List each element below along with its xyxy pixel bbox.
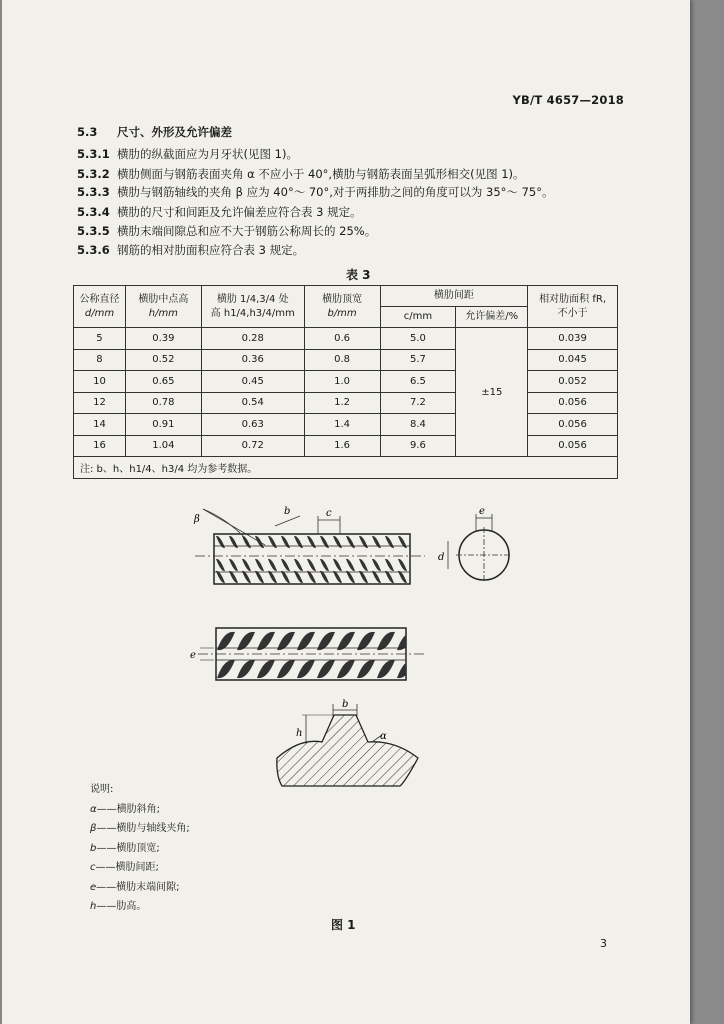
table-row: 8 0.52 0.36 0.8 5.7 0.045 xyxy=(74,349,618,371)
rebar-side-view xyxy=(193,506,425,584)
legend-item: h——肋高。 xyxy=(90,901,147,912)
standard-id: YB/T 4657—2018 xyxy=(512,93,624,107)
table-row: 16 1.04 0.72 1.6 9.6 0.056 xyxy=(74,435,618,457)
d-label: d xyxy=(438,552,445,563)
legend-item: b——横肋顶宽; xyxy=(90,842,160,854)
tolerance-cell: ±15 xyxy=(456,328,528,457)
legend-item: e——横肋末端间隙; xyxy=(90,881,180,893)
table-note: 注: b、h、h1/4、h3/4 均为参考数据。 xyxy=(74,457,618,479)
legend-item: α——横肋斜角; xyxy=(90,803,160,815)
table-row: 14 0.91 0.63 1.4 8.4 0.056 xyxy=(74,414,618,436)
e-label: e xyxy=(479,506,485,517)
header-h: 横肋中点高 h/mm xyxy=(125,286,201,328)
page-number: 3 xyxy=(600,937,607,950)
e-label-top: e xyxy=(190,650,196,661)
section-5-3-1: 5.3.1 横肋的纵截面应为月牙状(见图 1)。 xyxy=(77,147,298,161)
rebar-top-view xyxy=(190,628,425,680)
b-label-profile: b xyxy=(342,699,349,710)
section-5-3-5: 5.3.5 横肋末端间隙总和应不大于钢筋公称周长的 25%。 xyxy=(77,224,377,238)
header-diameter: 公称直径 d/mm xyxy=(74,286,126,328)
alpha-label: α xyxy=(380,731,387,742)
legend-heading: 说明: xyxy=(90,784,114,795)
section-5-3-6: 5.3.6 钢筋的相对肋面积应符合表 3 规定。 xyxy=(77,243,305,257)
rebar-cross-section xyxy=(438,506,512,583)
header-h14: 横肋 1/4,3/4 处 高 h1/4,h3/4/mm xyxy=(201,286,304,328)
section-5-3-3: 5.3.3 横肋与钢筋轴线的夹角 β 应为 40°～ 70°,对于两排肋之间的角度可以为 35°～ 75°。 xyxy=(77,185,554,199)
b-label: b xyxy=(284,506,291,517)
table-row: 5 0.39 0.28 0.6 5.0 ±15 0.039 xyxy=(74,328,618,350)
header-tolerance: 允许偏差/% xyxy=(456,307,528,328)
figure-legend xyxy=(90,780,190,917)
table-row: 10 0.65 0.45 1.0 6.5 0.052 xyxy=(74,371,618,393)
header-spacing: 横肋间距 xyxy=(380,286,528,307)
section-5-3-4: 5.3.4 横肋的尺寸和间距及允许偏差应符合表 3 规定。 xyxy=(77,205,362,219)
header-c: c/mm xyxy=(380,307,456,328)
header-b: 横肋顶宽 b/mm xyxy=(304,286,380,328)
legend-item: β——横肋与轴线夹角; xyxy=(90,823,190,834)
figure-title: 图 1 xyxy=(331,918,356,932)
section-5-3-2: 5.3.2 横肋侧面与钢筋表面夹角 α 不应小于 40°,横肋与钢筋表面呈弧形相交(见图 1)。 xyxy=(77,167,525,181)
header-fr: 相对肋面积 fR, 不小于 xyxy=(528,286,618,328)
table-title: 表 3 xyxy=(346,268,371,282)
section-5-3: 5.3 尺寸、外形及允许偏差 xyxy=(77,125,232,139)
h-label: h xyxy=(296,728,303,739)
c-label: c xyxy=(326,508,332,519)
table-row: 12 0.78 0.54 1.2 7.2 0.056 xyxy=(74,392,618,414)
rib-profile-detail xyxy=(277,699,418,786)
beta-label: β xyxy=(194,514,200,525)
legend-item: c——横肋间距; xyxy=(90,862,159,873)
